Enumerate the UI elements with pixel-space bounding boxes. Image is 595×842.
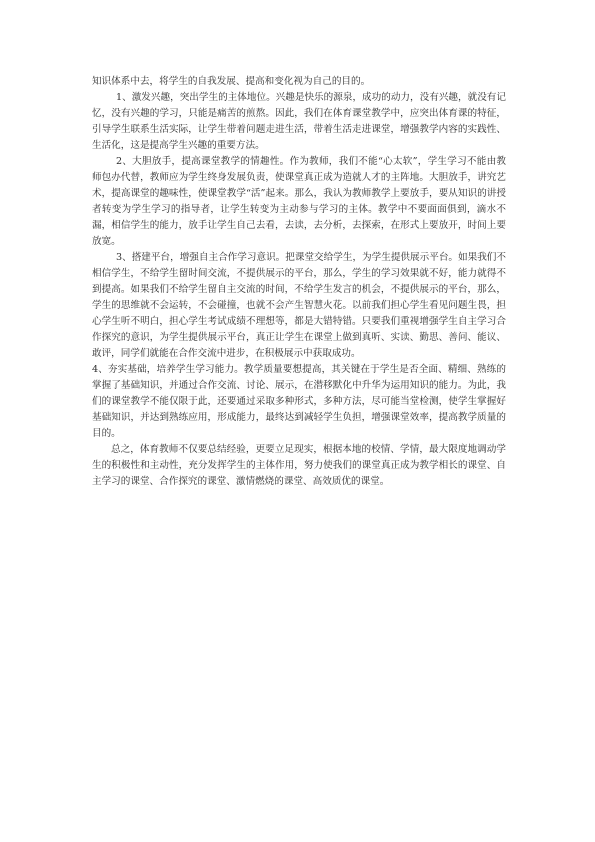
paragraph-point-4: 4、夯实基础，培养学生学习能力。教学质量要想提高，其关键在于学生是否全面、精细、熟练的掌握了基础知识，并通过合作交流、讨论、展示，在潜移默化中升华为运用知识的能力。为此，我们的课堂教学不能仅限于此，还要通过采取多种形式，多种方法，尽可能当堂检测，使学生掌握好基础知识，并达到熟练应用，形成能力，最终达到减轻学生负担，增强课堂效率，提高教学质量的目的。 [92,364,506,439]
paragraph-summary: 总之，体育教师不仅要总结经验，更要立足现实，根据本地的校情、学情，最大限度地调动学生的积极性和主动性，充分发挥学生的主体作用，努力使我们的课堂真正成为教学相长的课堂、自主学习的课堂、合作探究的课堂、激情燃烧的课堂、高效质优的课堂。 [92,444,506,487]
paragraph-continuation: 知识体系中去，将学生的自我发展、提高和变化视为自己的目的。 [92,76,371,87]
paragraph-point-3: 3、搭建平台，增强自主合作学习意识。把课堂交给学生，为学生提供展示平台。如果我们不相信学生，不给学生留时间交流，不提供展示的平台，那么，学生的学习效果就不好，能力就得不到提高。如果我们不给学生留自主交流的时间，不给学生发言的机会，不提供展示的平台，那么，学生的思维就不会运转，不会碰撞，也就不会产生智慧火花。以前我们担心学生看见问题生畏，担心学生听不明白，担心学生考试成绩不理想等，都是大错特错。只要我们重视增强学生自主学习合作探究的意识，为学生提供展示平台，真正让学生在课堂上做到真听、实读、勤思、善问、能议、敢评，同学们就能在合作交流中进步，在积极展示中获取成功。 [92,252,506,359]
paragraph-point-1: 1、激发兴趣，突出学生的主体地位。兴趣是快乐的源泉，成功的动力，没有兴趣，就没有记忆，没有兴趣的学习，只能是痛苦的煎熬。因此，我们在体育课堂教学中，应突出体育课的特征，引导学生联系生活实际，让学生带着问题走进生活，带着生活走进课堂，增强教学内容的实践性、生活化，这是提高学生兴趣的重要方法。 [92,92,506,151]
document-body [92,74,506,490]
paragraph-point-2: 2、大胆放手，提高课堂教学的情趣性。作为教师，我们不能“心太软”，学生学习不能由教师包办代替，教师应为学生终身发展负责，使课堂真正成为造就人才的主阵地。大胆放手，讲究艺术，提高课堂的趣味性，使课堂教学“活”起来。那么，我认为教师教学上要放手，要从知识的讲授者转变为学生学习的指导者，让学生转变为主动参与学习的主体。教学中不要面面俱到，滴水不漏，相信学生的能力，放手让学生自己去看，去读，去分析，去探索，在形式上要放开，时间上要放宽。 [92,156,506,247]
